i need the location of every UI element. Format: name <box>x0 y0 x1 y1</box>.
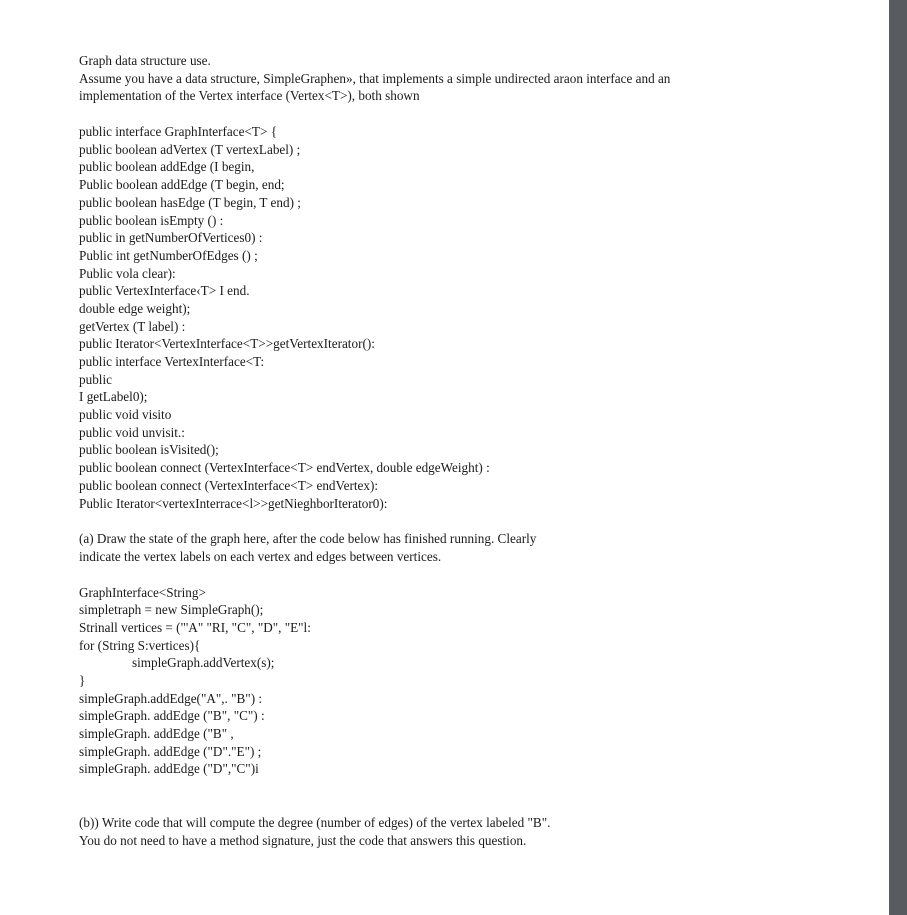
code-line: Strinall vertices = ("'A" "RI, "C", "D", "E"l: <box>79 619 311 635</box>
code-line: double edge weight); <box>79 300 191 316</box>
code-line: simpleGraph. addEdge ("B", "C") : <box>79 708 265 724</box>
code-line: public Iterator<VertexInterface<T>>getVertexIterator(): <box>79 336 375 352</box>
code-line: public interface VertexInterface<T: <box>79 354 265 369</box>
intro-line: Assume you have a data structure, SimpleGraphen», that implements a simple undirected araon interface and an <box>79 70 671 86</box>
code-line: Public boolean addEdge (T begin, end; <box>79 177 285 193</box>
code-line: for (String S:vertices){ <box>79 637 201 653</box>
vertical-scrollbar[interactable] <box>889 0 907 915</box>
part-a-question: (a) Draw the state of the graph here, after the code below has finished running. Clearly <box>79 531 537 547</box>
code-line: simpletraph = new SimpleGraph(); <box>79 602 264 618</box>
part-a-question: indicate the vertex labels on each vertex and edges between vertices. <box>79 548 442 564</box>
code-line: public boolean isVisited(); <box>79 442 219 458</box>
part-b-question: (b)) Write code that will compute the degree (number of edges) of the vertex labeled "B". <box>79 815 551 831</box>
part-a-code-block <box>79 584 859 779</box>
code-line: simpleGraph. addEdge ("D","C")i <box>79 761 259 777</box>
document-content <box>79 52 859 850</box>
intro-line: implementation of the Vertex interface (Vertex<T>), both shown <box>79 88 420 104</box>
code-line: public VertexInterface‹T> I end. <box>79 283 250 299</box>
code-line: public <box>79 371 112 387</box>
code-line: public boolean connect (VertexInterface<T> endVertex, double edgeWeight) : <box>79 460 490 476</box>
code-line: public void unvisit.: <box>79 424 185 440</box>
code-line: public boolean connect (VertexInterface<T> endVertex): <box>79 477 378 493</box>
code-line: public in getNumberOfVertices0) : <box>79 230 263 246</box>
code-line: I getLabel0); <box>79 389 148 405</box>
code-line: Public int getNumberOfEdges () ; <box>79 247 258 263</box>
code-line: Public Iterator<vertexInterrace<l>>getNieghborIterator0): <box>79 495 388 511</box>
code-line: simpleGraph. addEdge ("B" , <box>79 726 234 742</box>
interface-code-block <box>79 123 859 512</box>
code-line: simpleGraph. addEdge ("D"."E") ; <box>79 743 262 759</box>
code-line: Public vola clear): <box>79 265 176 281</box>
code-line: simpleGraph.addVertex(s); <box>132 655 275 671</box>
code-line: public void visito <box>79 407 172 423</box>
code-line: } <box>79 673 86 688</box>
code-line: public boolean hasEdge (T begin, T end) ; <box>79 194 301 210</box>
code-line: public boolean adVertex (T vertexLabel) ; <box>79 141 301 157</box>
code-line: public boolean addEdge (I begin, <box>79 159 255 175</box>
code-line: GraphInterface<String> <box>79 584 206 600</box>
code-line: public boolean isEmpty () : <box>79 212 224 228</box>
intro-title: Graph data structure use. <box>79 53 211 68</box>
code-line: simpleGraph.addEdge("A",. "B") : <box>79 690 263 706</box>
code-line: public interface GraphInterface<T> { <box>79 124 278 140</box>
code-line: getVertex (T label) : <box>79 318 186 334</box>
part-b-question: You do not need to have a method signature, just the code that answers this question. <box>79 832 527 848</box>
